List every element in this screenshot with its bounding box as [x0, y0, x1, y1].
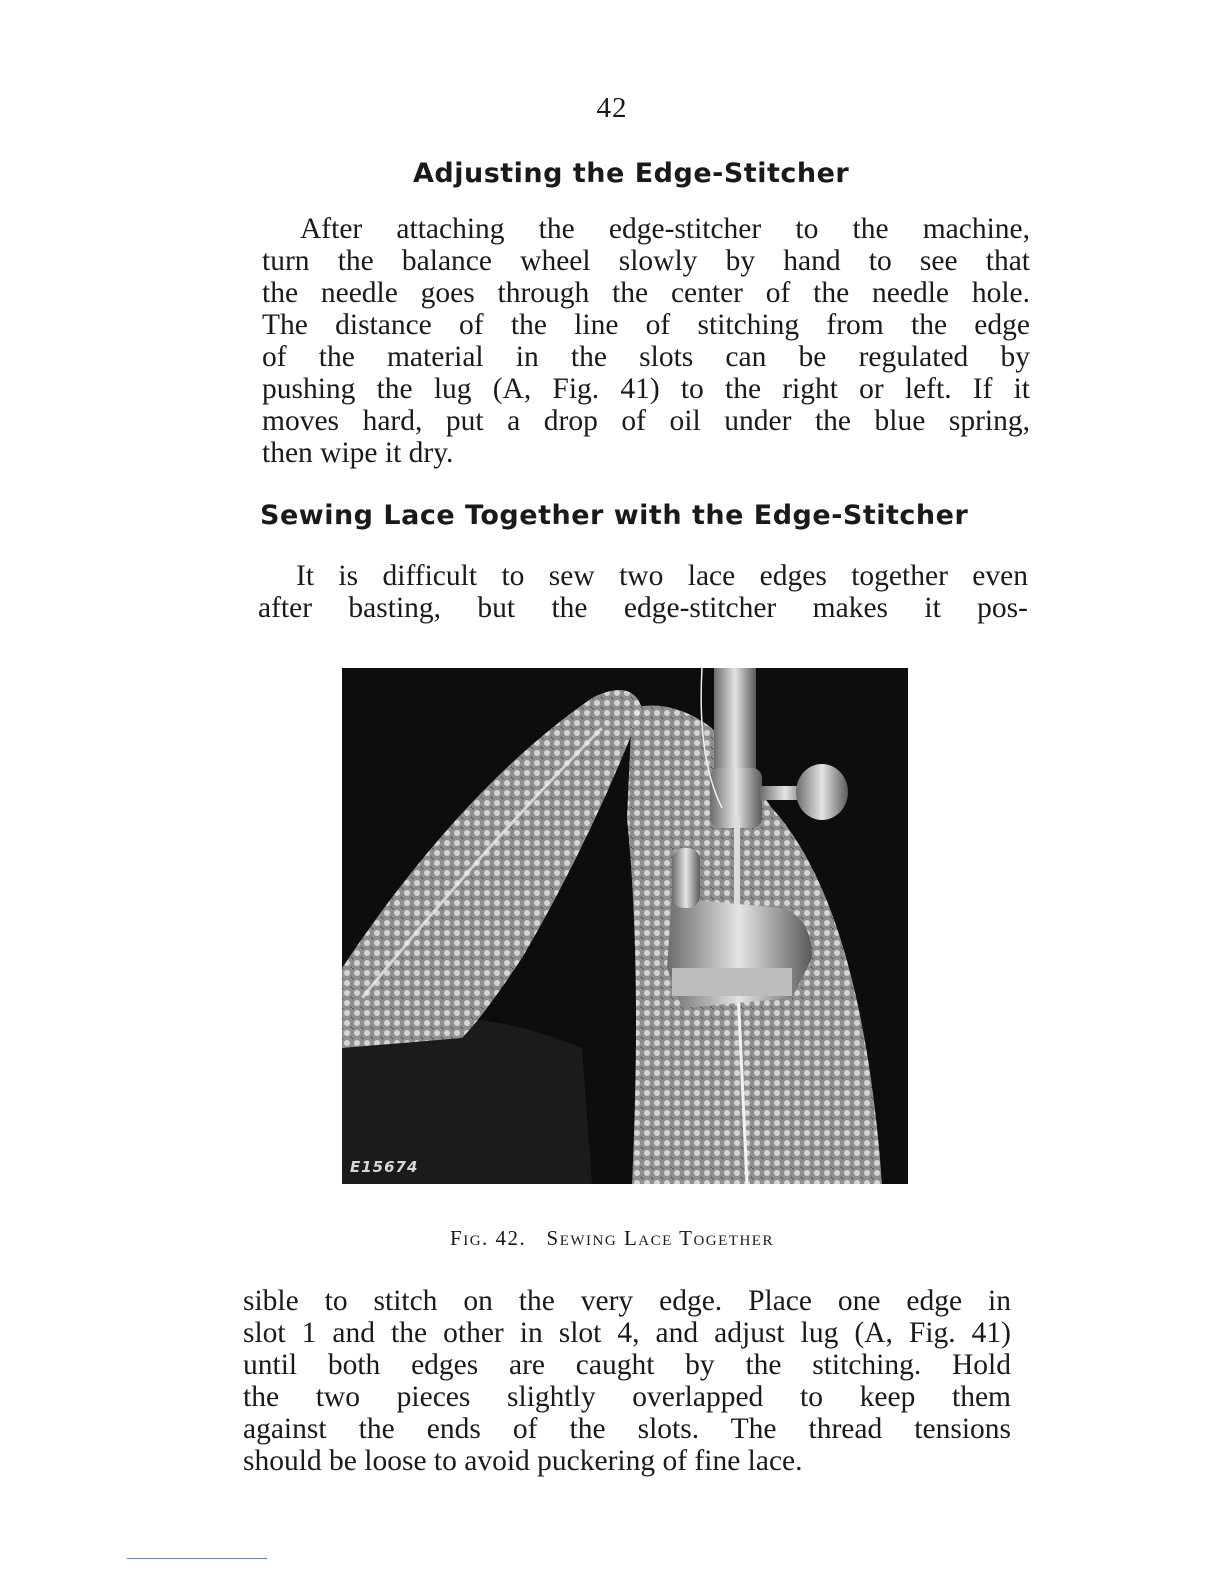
- text-line: After attaching the edge-stitcher to the machine,: [300, 213, 1030, 245]
- section-heading-adjusting: Adjusting the Edge-Stitcher: [413, 158, 850, 189]
- page-number: 42: [596, 92, 628, 124]
- text-line: until both edges are caught by the stitching. Hold: [243, 1349, 1011, 1381]
- text-line: slot 1 and the other in slot 4, and adjust lug (A, Fig. 41): [243, 1317, 1011, 1349]
- text-line: sible to stitch on the very edge. Place one edge in: [243, 1285, 1011, 1317]
- text-line: after basting, but the edge-stitcher makes it pos-: [258, 592, 1028, 624]
- section-heading-sewing-lace: Sewing Lace Together with the Edge-Stitcher: [260, 500, 969, 531]
- figure-code: E15674: [350, 1158, 419, 1176]
- text-line: turn the balance wheel slowly by hand to see that: [262, 245, 1030, 277]
- text-line: moves hard, put a drop of oil under the blue spring,: [262, 405, 1030, 437]
- footnote-rule: [127, 1558, 267, 1559]
- paragraph-sewing-lace-start: [258, 560, 1028, 624]
- caption-number: Fig. 42.: [450, 1226, 527, 1250]
- text-line: of the material in the slots can be regulated by: [262, 341, 1030, 373]
- figure-caption: [0, 1226, 1224, 1251]
- caption-title: Sewing Lace Together: [546, 1226, 774, 1250]
- text-line: the two pieces slightly overlapped to keep them: [243, 1381, 1011, 1413]
- figure-sewing-lace-photo: [342, 668, 908, 1184]
- text-line: the needle goes through the center of the needle hole.: [262, 277, 1030, 309]
- text-line: should be loose to avoid puckering of fine lace.: [243, 1445, 803, 1477]
- paragraph-adjusting: [262, 213, 1030, 469]
- paragraph-sewing-lace-continued: [243, 1285, 1011, 1477]
- text-line: then wipe it dry.: [262, 437, 454, 469]
- text-line: The distance of the line of stitching from the edge: [262, 309, 1030, 341]
- sewing-machine-illustration: [342, 668, 908, 1184]
- text-line: pushing the lug (A, Fig. 41) to the right or left. If it: [262, 373, 1030, 405]
- text-line: against the ends of the slots. The thread tensions: [243, 1413, 1011, 1445]
- text-line: It is difficult to sew two lace edges together even: [296, 560, 1028, 592]
